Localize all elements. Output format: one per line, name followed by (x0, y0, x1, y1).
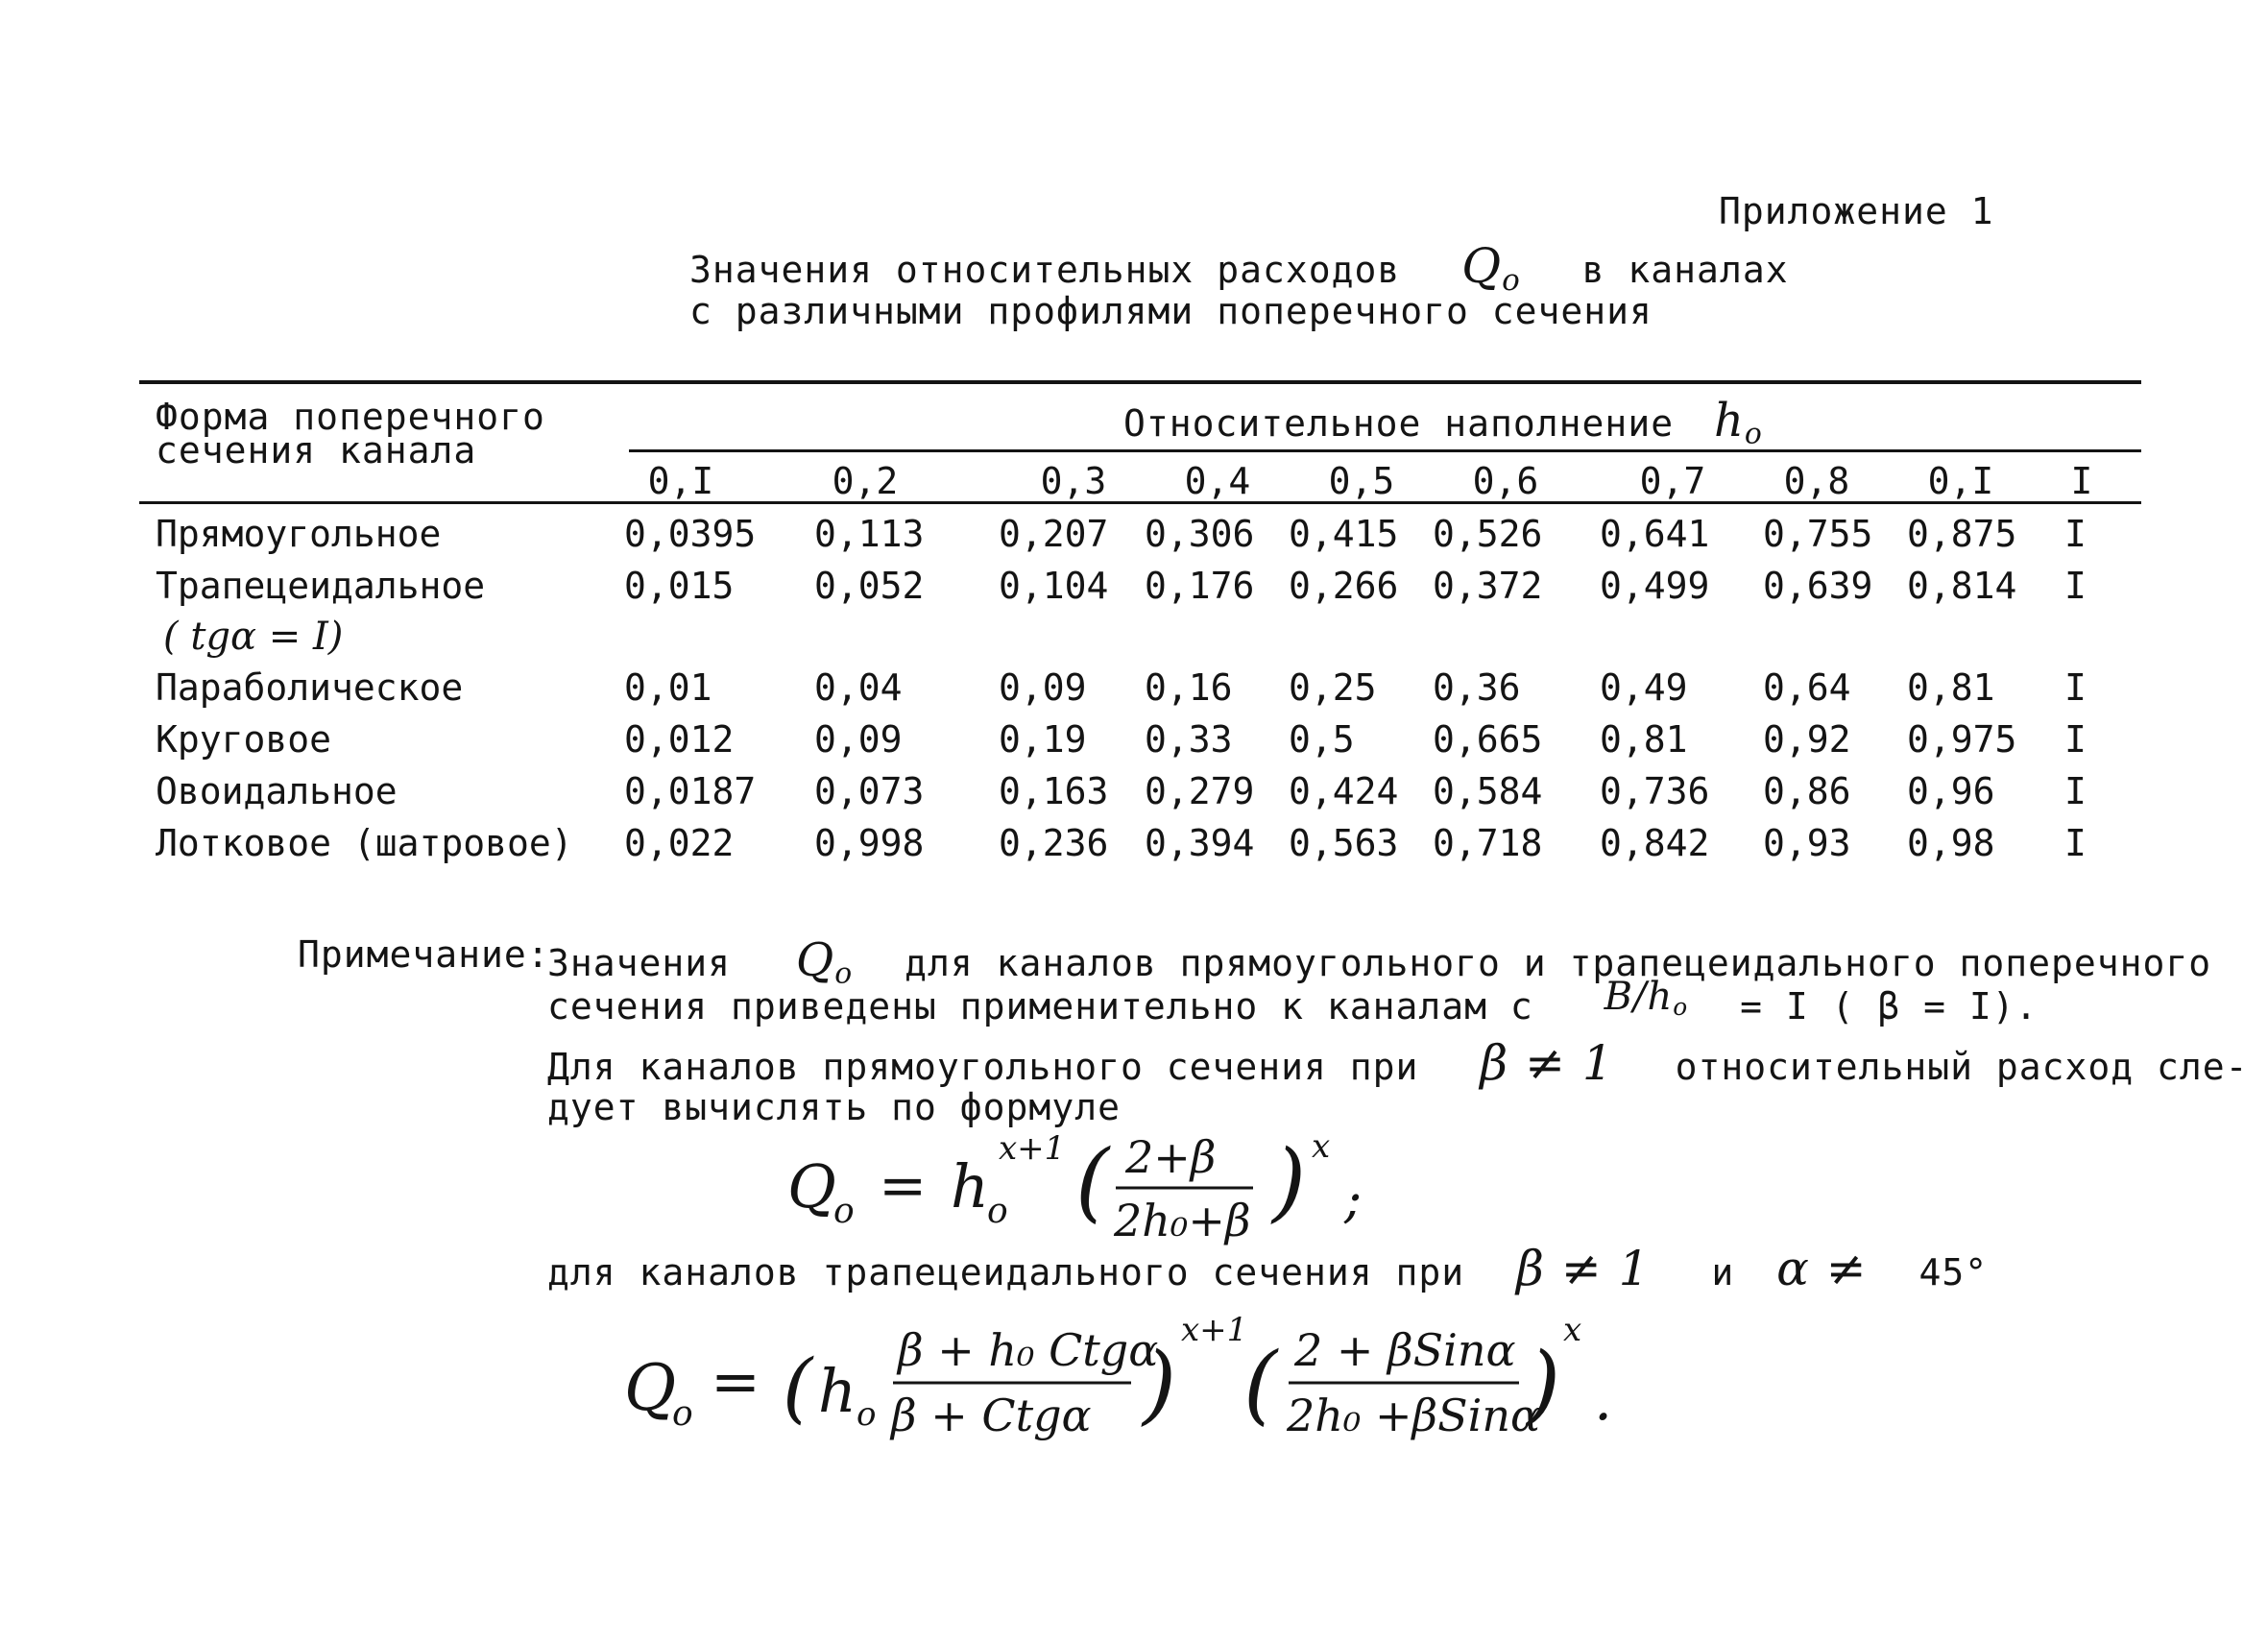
table-cell: 0,207 (999, 513, 1109, 555)
f2-num2: 2 + βSinα (1294, 1324, 1516, 1376)
table-cell: 0,104 (999, 565, 1109, 607)
table-cell: 0,09 (814, 718, 903, 761)
table-cell: 0,015 (624, 565, 735, 607)
col-header: 0,5 (1328, 460, 1395, 502)
table-cell: 0,266 (1289, 565, 1399, 607)
table-cell: 0,424 (1289, 770, 1399, 812)
note-line3-a: Для каналов прямоугольного сечения при (547, 1046, 1419, 1088)
f1-close-paren: ) (1272, 1131, 1307, 1232)
table-cell: 0,163 (999, 770, 1109, 812)
table-cell: 0,19 (999, 718, 1087, 761)
table-cell: 0,09 (999, 666, 1087, 709)
table-cell: 0,975 (1907, 718, 2017, 761)
col-header: 0,2 (832, 460, 899, 502)
table-cell: 0,49 (1600, 666, 1688, 709)
note-line4: дует вычислять по формуле (547, 1086, 1121, 1128)
q-symbol (1461, 238, 1521, 298)
note-ratio (1604, 975, 1689, 1022)
row-label: Трапецеидальное (156, 565, 486, 607)
row-label: Овоидальное (156, 770, 398, 812)
table-cell: 0,01 (624, 666, 712, 709)
col-header: 0,8 (1783, 460, 1850, 502)
note-line5 (547, 1241, 1988, 1296)
table-cell: 0,36 (1433, 666, 1521, 709)
group-header-text: Относительное наполнение (1123, 402, 1675, 445)
f2-eq: = (711, 1346, 760, 1416)
col-header: 0,I (647, 460, 714, 502)
note-line5-cond2: α ≠ (1776, 1241, 1868, 1296)
f2-lhs-sub: o (672, 1394, 693, 1434)
table-cell: 0,81 (1600, 718, 1688, 761)
table-cell: 0,93 (1763, 822, 1851, 864)
table-cell: 0,526 (1433, 513, 1543, 555)
f1-lhs-sub: o (833, 1192, 855, 1231)
f2-end: . (1594, 1366, 1613, 1434)
formula-1 (768, 1128, 1440, 1253)
col-header: 0,7 (1639, 460, 1706, 502)
table-top-rule (139, 380, 2141, 384)
table-cell: 0,814 (1907, 565, 2017, 607)
table-cell: 0,25 (1289, 666, 1377, 709)
f2-open2: ( (1243, 1334, 1278, 1435)
table-cell: 0,842 (1600, 822, 1710, 864)
note-ratio-sub: o (1673, 993, 1689, 1022)
f2-num1: β + h₀ Ctgα (898, 1324, 1159, 1376)
f1-open-paren: ( (1075, 1131, 1110, 1232)
table-cell: 0,875 (1907, 513, 2017, 555)
note-line1 (547, 933, 2211, 990)
row-label: Круговое (156, 718, 332, 761)
note-line5-cond1: β ≠ 1 (1516, 1241, 1651, 1296)
table-cell: I (2064, 513, 2087, 555)
f1-h-sub: o (987, 1192, 1008, 1231)
table-cell: 0,012 (624, 718, 735, 761)
title-line1 (689, 238, 1789, 298)
f2-exp1: x+1 (1181, 1311, 1248, 1349)
table-cell: 0,665 (1433, 718, 1543, 761)
h-symbol (1713, 394, 1763, 451)
note-line2 (547, 975, 2039, 1030)
f2-h: h (818, 1356, 857, 1426)
h-letter: h (1713, 394, 1745, 447)
table-cell: I (2064, 666, 2087, 709)
table-cell: 0,176 (1145, 565, 1255, 607)
table-cell: 0,81 (1907, 666, 1995, 709)
table-cell: 0,073 (814, 770, 925, 812)
note-line5-a: для каналов трапецеидального сечения при (547, 1251, 1465, 1293)
title-text-after: в каналах (1581, 249, 1789, 291)
table-cell: 0,279 (1145, 770, 1255, 812)
col-header: I (2070, 460, 2093, 502)
note-line2-b: = I ( β = I). (1740, 985, 2039, 1028)
table-cell: 0,372 (1433, 565, 1543, 607)
table-cell: 0,415 (1289, 513, 1399, 555)
f1-lhs: Q (787, 1151, 836, 1221)
title-line2: с различными профилями поперечного сечения (689, 290, 1653, 332)
table-cell: 0,0187 (624, 770, 757, 812)
table-cell: 0,755 (1763, 513, 1873, 555)
table-cell: 0,639 (1763, 565, 1873, 607)
table-cell: 0,0395 (624, 513, 757, 555)
note-line3 (547, 1035, 2249, 1091)
table-cell: 0,16 (1145, 666, 1233, 709)
col0-header-line1: Форма поперечного (156, 396, 545, 438)
q-letter: Q (1461, 238, 1503, 294)
table-cell: 0,736 (1600, 770, 1710, 812)
table-cell: I (2064, 565, 2087, 607)
table-cell: 0,563 (1289, 822, 1399, 864)
f1-h: h (951, 1151, 989, 1221)
table-cell: 0,98 (1907, 822, 1995, 864)
table-cell: 0,998 (814, 822, 925, 864)
f2-den2: 2h₀ +βSinα (1287, 1390, 1541, 1441)
appendix-label: Приложение 1 (1719, 190, 1994, 232)
note-line1-a: Значения (547, 942, 732, 984)
table-cell: 0,499 (1600, 565, 1710, 607)
h-subscript: o (1744, 417, 1763, 451)
note-ratio-text: B/h (1604, 975, 1674, 1019)
table-cell: I (2064, 822, 2087, 864)
table-cell: 0,96 (1907, 770, 1995, 812)
f2-lhs: Q (624, 1351, 677, 1425)
f1-eq: = (879, 1152, 928, 1220)
group-header (1123, 394, 1763, 450)
note-line1-b: для каналов прямоугольного и трапецеидального поперечного (905, 942, 2212, 984)
note-line3-cond: β ≠ 1 (1480, 1035, 1614, 1091)
table-cell: 0,64 (1763, 666, 1851, 709)
table-cell: 0,236 (999, 822, 1109, 864)
col-header: 0,4 (1184, 460, 1251, 502)
q-subscript: o (1502, 262, 1521, 298)
f2-exp2: x (1563, 1311, 1582, 1349)
note-label: Примечание: (298, 933, 550, 976)
col-header: 0,I (1927, 460, 1994, 502)
f1-end: ; (1344, 1169, 1363, 1229)
note-line3-b: относительный расход сле- (1675, 1046, 2249, 1088)
table-cell: 0,86 (1763, 770, 1851, 812)
table-cell: 0,718 (1433, 822, 1543, 864)
table-cell: 0,113 (814, 513, 925, 555)
table-cell: I (2064, 718, 2087, 761)
row-label: Параболическое (156, 666, 464, 709)
table-cell: 0,052 (814, 565, 925, 607)
note-line5-deg: 45° (1918, 1251, 1989, 1293)
f1-den: 2h₀+β (1114, 1195, 1251, 1246)
col-header: 0,6 (1472, 460, 1539, 502)
f2-close1: ) (1143, 1334, 1177, 1435)
table-cell: 0,5 (1289, 718, 1355, 761)
row-label-sub: ( tgα = I) (163, 615, 344, 659)
row-label: Прямоугольное (156, 513, 442, 555)
table-cell: 0,33 (1145, 718, 1233, 761)
f2-den1: β + Ctgα (891, 1390, 1092, 1441)
formula-2 (605, 1306, 1853, 1474)
note-line5-and: и (1711, 1251, 1735, 1293)
f1-exp2: x (1312, 1128, 1331, 1166)
table-cell: I (2064, 770, 2087, 812)
row-label: Лотковое (шатровое) (156, 822, 573, 864)
table-cell: 0,022 (624, 822, 735, 864)
table-cell: 0,394 (1145, 822, 1255, 864)
f1-exp1: x+1 (999, 1129, 1066, 1168)
table-cell: 0,306 (1145, 513, 1255, 555)
f1-num: 2+β (1125, 1131, 1217, 1183)
table-cell: 0,92 (1763, 718, 1851, 761)
table-cell: 0,04 (814, 666, 903, 709)
table-cell: 0,641 (1600, 513, 1710, 555)
note-line2-a: сечения приведены применительно к каналам с (547, 985, 1533, 1028)
col0-header-line2: сечения канала (156, 429, 477, 471)
table-cell: 0,584 (1433, 770, 1543, 812)
col-header: 0,3 (1040, 460, 1107, 502)
note-q-symbol (795, 933, 854, 991)
f2-close2: ) (1527, 1334, 1561, 1435)
f2-open: ( (783, 1342, 813, 1432)
f2-h-sub: o (857, 1395, 877, 1434)
note-q-letter: Q (795, 933, 835, 987)
title-text-before: Значения относительных расходов (689, 249, 1401, 291)
note-q-subscript: o (834, 956, 854, 991)
